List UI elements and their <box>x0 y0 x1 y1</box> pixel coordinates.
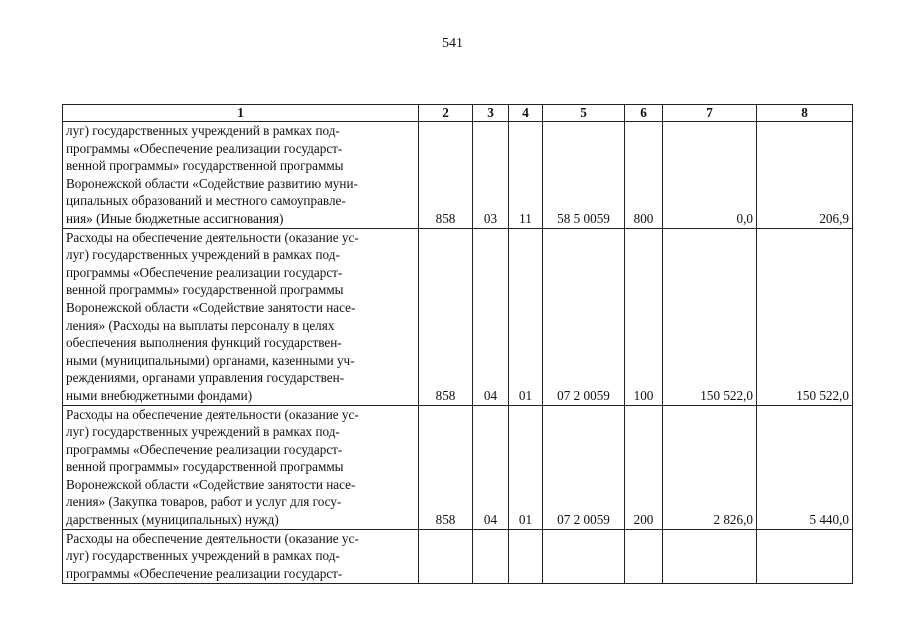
description-line: программы «Обеспечение реализации государст- <box>66 140 343 156</box>
target-article-cell: 07 2 0059 <box>543 405 625 529</box>
description-line: венной программы» государственной программы <box>66 158 344 174</box>
description-line: Воронежской области «Содействие развитию муни- <box>66 175 358 191</box>
ministry-code-cell: 858 <box>419 122 473 229</box>
header-cell: 7 <box>663 105 757 122</box>
description-cell <box>63 122 419 229</box>
section-code-cell: 03 <box>473 122 509 229</box>
amount-cell: 5 440,0 <box>757 405 853 529</box>
table-row <box>63 405 853 529</box>
subsection-code-cell: 01 <box>509 405 543 529</box>
description-cell <box>63 405 419 529</box>
description-cell <box>63 529 419 583</box>
header-cell: 3 <box>473 105 509 122</box>
description-line: луг) государственных учреждений в рамках под- <box>66 123 340 138</box>
description-line: луг) государственных учреждений в рамках под- <box>66 548 340 564</box>
header-cell: 1 <box>63 105 419 122</box>
subsection-code-cell: 11 <box>509 122 543 229</box>
budget-table <box>62 104 853 584</box>
description-line: дарственных (муниципальных) нужд) <box>66 512 279 528</box>
amount-cell: 150 522,0 <box>663 228 757 405</box>
target-article-cell: 58 5 0059 <box>543 122 625 229</box>
description-line: Воронежской области «Содействие занятости насе- <box>66 299 356 315</box>
subsection-code-cell: 01 <box>509 228 543 405</box>
description-line: ния» (Иные бюджетные ассигнования) <box>66 210 284 226</box>
expense-type-cell: 100 <box>625 228 663 405</box>
description-line: программы «Обеспечение реализации государст- <box>66 441 343 457</box>
header-cell: 8 <box>757 105 853 122</box>
description-line: программы «Обеспечение реализации государст- <box>66 264 343 280</box>
description-line: ными (муниципальными) органами, казенными уч- <box>66 352 355 368</box>
description-line: ципальных образований и местного самоуправле- <box>66 193 346 209</box>
header-cell: 6 <box>625 105 663 122</box>
amount-cell: 0,0 <box>663 122 757 229</box>
description-line: программы «Обеспечение реализации государст- <box>66 565 343 581</box>
description-line: луг) государственных учреждений в рамках под- <box>66 247 340 263</box>
header-cell: 5 <box>543 105 625 122</box>
table-row <box>63 122 853 229</box>
amount-cell: 206,9 <box>757 122 853 229</box>
description-line: ления» (Закупка товаров, работ и услуг для госу- <box>66 494 342 510</box>
amount-cell <box>663 529 757 583</box>
expense-type-cell: 200 <box>625 405 663 529</box>
description-line: обеспечения выполнения функций государствен- <box>66 335 342 351</box>
page-number: 541 <box>442 36 463 51</box>
ministry-code-cell: 858 <box>419 228 473 405</box>
description-line: венной программы» государственной программы <box>66 459 344 475</box>
subsection-code-cell <box>509 529 543 583</box>
header-row <box>63 105 853 122</box>
table-row <box>63 529 853 583</box>
amount-cell: 150 522,0 <box>757 228 853 405</box>
section-code-cell: 04 <box>473 228 509 405</box>
expense-type-cell <box>625 529 663 583</box>
header-cell: 2 <box>419 105 473 122</box>
amount-cell <box>757 529 853 583</box>
ministry-code-cell <box>419 529 473 583</box>
description-line: Расходы на обеспечение деятельности (оказание ус- <box>66 406 359 422</box>
section-code-cell: 04 <box>473 405 509 529</box>
ministry-code-cell: 858 <box>419 405 473 529</box>
description-line: Расходы на обеспечение деятельности (оказание ус- <box>66 530 359 546</box>
description-line: ными внебюджетными фондами) <box>66 387 253 403</box>
table-row <box>63 228 853 405</box>
description-line: ления» (Расходы на выплаты персоналу в целях <box>66 317 335 333</box>
amount-cell: 2 826,0 <box>663 405 757 529</box>
expense-type-cell: 800 <box>625 122 663 229</box>
section-code-cell <box>473 529 509 583</box>
target-article-cell: 07 2 0059 <box>543 228 625 405</box>
header-cell: 4 <box>509 105 543 122</box>
description-line: Расходы на обеспечение деятельности (оказание ус- <box>66 229 359 245</box>
description-line: венной программы» государственной программы <box>66 282 344 298</box>
description-line: Воронежской области «Содействие занятости насе- <box>66 476 356 492</box>
description-line: луг) государственных учреждений в рамках под- <box>66 424 340 440</box>
description-cell <box>63 228 419 405</box>
target-article-cell <box>543 529 625 583</box>
description-line: реждениями, органами управления государствен- <box>66 370 345 386</box>
